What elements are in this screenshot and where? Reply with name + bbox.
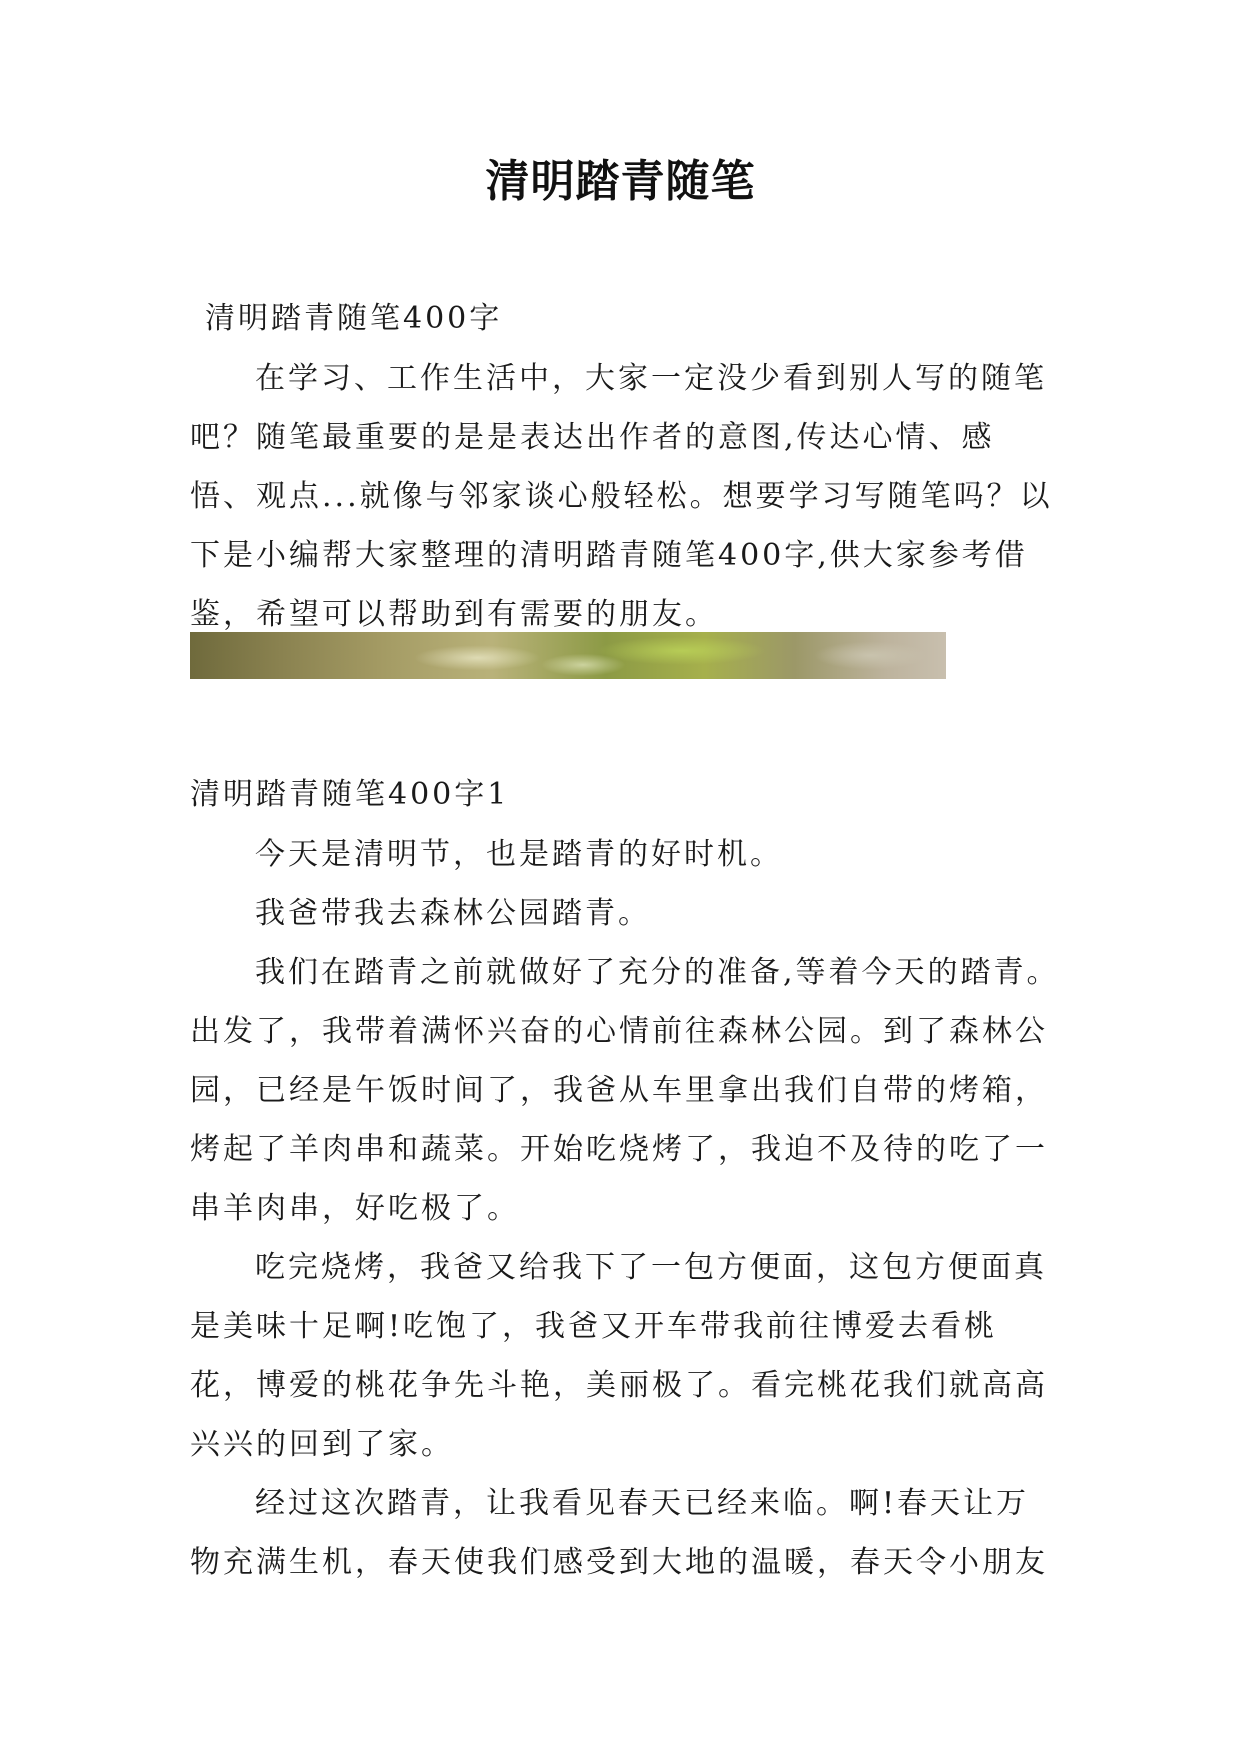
section-heading: 清明踏青随笔400字1 <box>190 777 510 812</box>
spring-scenery-image <box>190 632 946 679</box>
document-title: 清明踏青随笔 <box>485 156 756 207</box>
body-paragraph: 我爸带我去森林公园踏青。 <box>255 896 651 931</box>
body-paragraph: 经过这次踏青，让我看见春天已经来临。啊!春天让万物充满生机，春天使我们感受到大地的温暖，春天令小朋友 <box>190 1486 1048 1580</box>
body-paragraph: 今天是清明节，也是踏青的好时机。 <box>255 837 783 872</box>
body-paragraph: 我们在踏青之前就做好了充分的准备,等着今天的踏青。出发了，我带着满怀兴奋的心情前往森林公园。到了森林公园，已经是午饭时间了，我爸从车里拿出我们自带的烤箱，烤起了羊肉串和蔬菜。开始吃烧烤了，我迫不及待的吃了一串羊肉串，好吃极了。 <box>190 955 1060 1226</box>
body-paragraph: 吃完烧烤，我爸又给我下了一包方便面，这包方便面真是美味十足啊!吃饱了，我爸又开车带我前往博爱去看桃花，博爱的桃花争先斗艳，美丽极了。看完桃花我们就高高兴兴的回到了家。 <box>190 1250 1048 1462</box>
document-subtitle: 清明踏青随笔400字 <box>205 301 503 336</box>
intro-paragraph: 在学习、工作生活中，大家一定没少看到别人写的随笔吧？随笔最重要的是是表达出作者的意图,传达心情、感悟、观点...就像与邻家谈心般轻松。想要学习写随笔吗？以下是小编帮大家整理的清明踏青随笔400字,供大家参考借鉴，希望可以帮助到有需要的朋友。 <box>190 361 1053 632</box>
